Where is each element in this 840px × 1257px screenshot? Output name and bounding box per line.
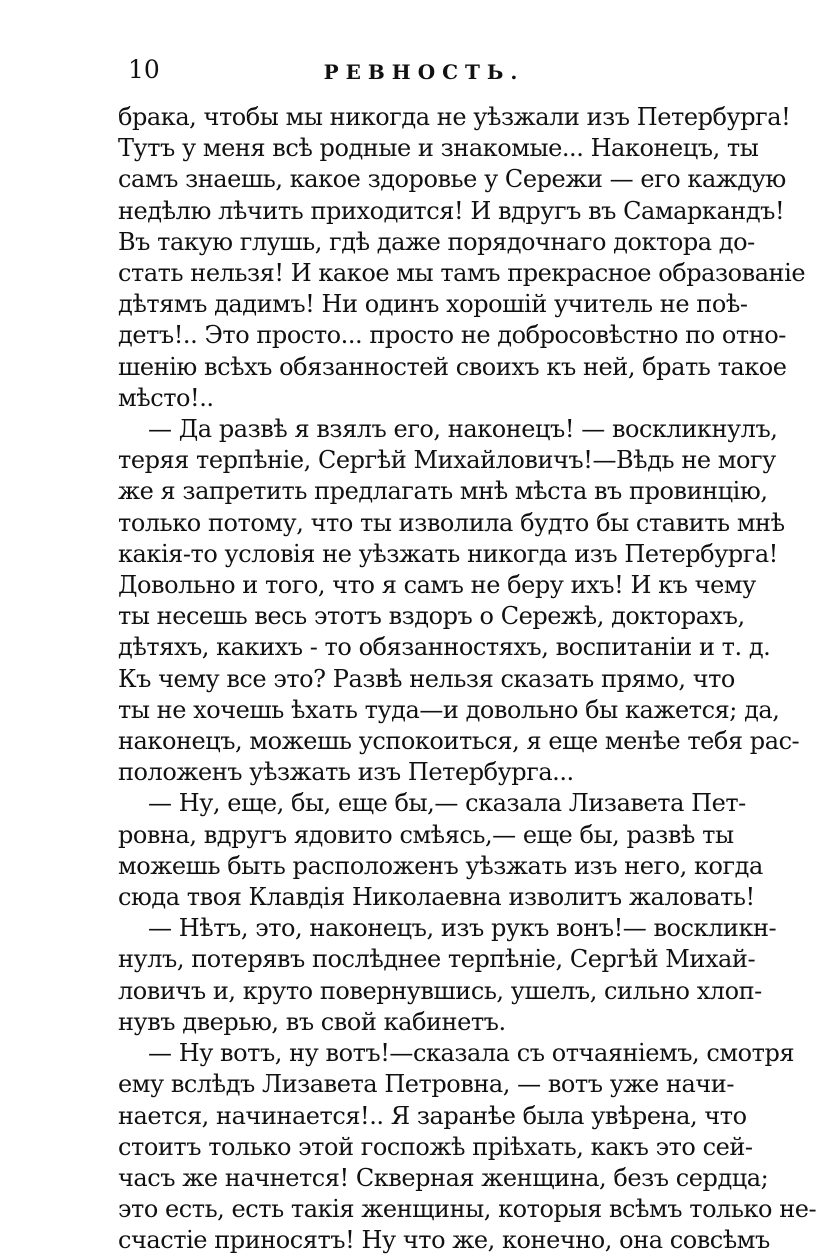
text-line: — Ну вотъ, ну вотъ!—сказала съ отчаяніемъ, смотря: [148, 1039, 795, 1068]
page-header: [128, 52, 720, 92]
text-line: наконецъ, можешь успокоиться, я еще менѣе тебя рас-: [118, 727, 800, 756]
text-line: стоитъ только этой госпожѣ пріѣхать, какъ это сей-: [118, 1132, 753, 1161]
text-line: положенъ уѣзжать изъ Петербурга...: [118, 758, 574, 787]
text-line: нувъ дверью, въ свой кабинетъ.: [118, 1007, 506, 1036]
text-line: дѣтямъ дадимъ! Ни одинъ хорошій учитель не поѣ-: [118, 290, 748, 319]
text-line: мѣсто!..: [118, 383, 214, 412]
text-line: можешь быть расположенъ уѣзжать изъ него, когда: [118, 851, 763, 880]
text-line: же я запретить предлагать мнѣ мѣста въ провинцію,: [118, 477, 768, 506]
text-line: нается, начинается!.. Я заранѣе была увѣрена, что: [118, 1101, 747, 1130]
text-line: ловичъ и, круто повернувшись, ушелъ, сильно хлоп-: [118, 976, 762, 1005]
text-line: ты несешь весь этотъ вздоръ о Сережѣ, докторахъ,: [118, 602, 745, 631]
text-line: Въ такую глушь, гдѣ даже порядочнаго доктора до-: [118, 227, 755, 256]
text-line: теряя терпѣніе, Сергѣй Михайловичъ!—Вѣдь не могу: [118, 446, 776, 475]
text-line: часъ же начнется! Скверная женщина, безъ сердца;: [118, 1163, 769, 1192]
text-line: брака, чтобы мы никогда не уѣзжали изъ Петербурга!: [118, 103, 791, 131]
text-line: ты не хочешь ѣхать туда—и довольно бы кажется; да,: [118, 695, 780, 724]
text-line: какія-то условія не уѣзжать никогда изъ Петербурга!: [118, 539, 778, 568]
text-line: Довольно и того, что я самъ не беру ихъ! И къ чему: [118, 571, 756, 600]
text-line: это есть, есть такія женщины, которыя всѣмъ только не-: [118, 1195, 817, 1224]
text-line: стать нельзя! И какое мы тамъ прекрасное образованіе: [118, 259, 806, 288]
text-line: Къ чему все это? Развѣ нельзя сказать прямо, что: [118, 664, 735, 693]
page-number: 10: [128, 55, 160, 84]
text-line: — Ну, еще, бы, еще бы,— сказала Лизавета Пет-: [148, 789, 746, 818]
text-line: — Да развѣ я взялъ его, наконецъ! — воскликнулъ,: [148, 415, 778, 444]
text-line: недѣлю лѣчить приходится! И вдругъ въ Самаркандъ!: [118, 196, 785, 225]
text-line: — Нѣтъ, это, наконецъ, изъ рукъ вонъ!— воскликн-: [148, 914, 777, 943]
paragraph: [118, 414, 800, 788]
text-line: шенію всѣхъ обязанностей своихъ къ ней, брать такое: [118, 352, 787, 381]
text-line: самъ знаешь, какое здоровье у Сережи — его каждую: [118, 165, 786, 194]
body-text: [118, 102, 817, 1257]
text-line: детъ!.. Это просто... просто не добросовѣстно по отно-: [118, 321, 786, 350]
text-line: сюда твоя Клавдія Николаевна изволитъ жаловать!: [118, 883, 755, 912]
text-line: только потому, что ты изволила будто бы ставить мнѣ: [118, 508, 785, 537]
text-line: дѣтяхъ, какихъ - то обязанностяхъ, воспитаніи и т. д.: [118, 633, 771, 662]
running-title: РЕВНОСТЬ.: [323, 60, 525, 84]
text-line: счастіе приносятъ! Ну что же, конечно, она совсѣмъ: [118, 1226, 770, 1255]
paragraph: [118, 1038, 817, 1256]
text-line: ровна, вдругъ ядовито смѣясь,— еще бы, развѣ ты: [118, 820, 734, 849]
paragraph: [118, 102, 806, 414]
paragraph: [118, 788, 763, 913]
paragraph: [118, 913, 777, 1038]
text-line: Тутъ у меня всѣ родные и знакомые... Наконецъ, ты: [118, 134, 759, 163]
text-line: нулъ, потерявъ послѣднее терпѣніе, Сергѣй Михай-: [118, 945, 756, 974]
text-line: ему вслѣдъ Лизавета Петровна, — вотъ уже начи-: [118, 1070, 734, 1099]
